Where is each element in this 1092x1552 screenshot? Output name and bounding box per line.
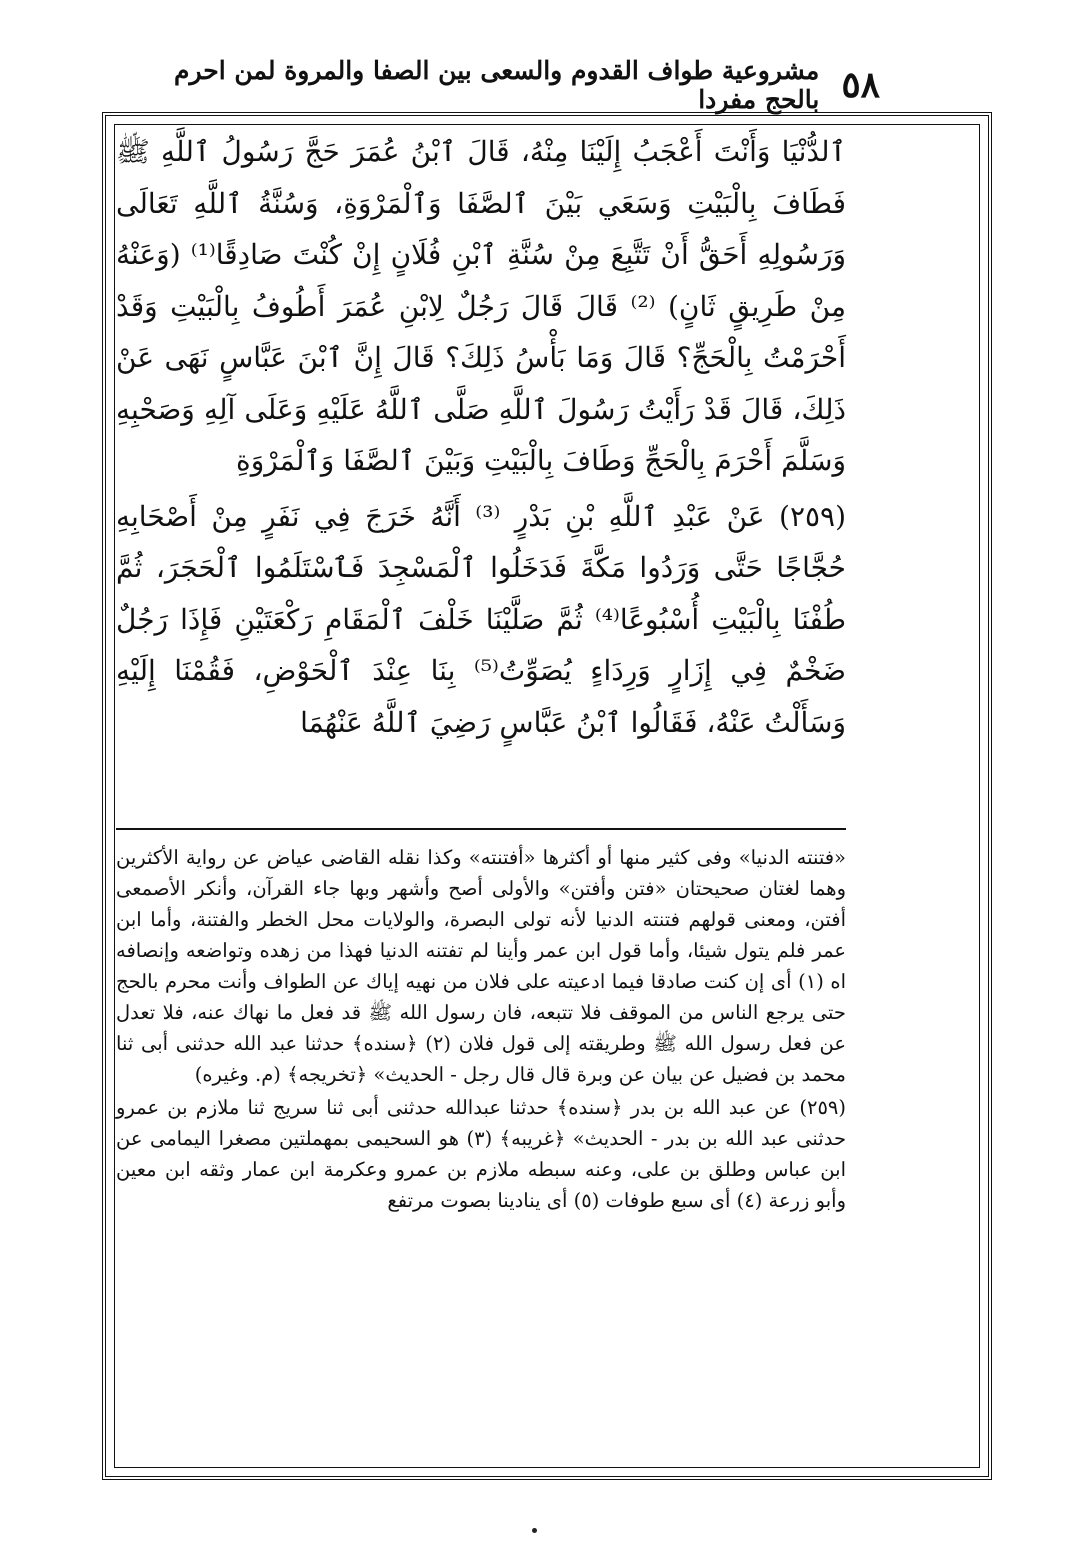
bottom-dot-mark <box>532 1528 537 1533</box>
footnotes-hadith-259: (٢٥٩) عن عبد الله بن بدر ﴿سنده﴾ حدثنا عبدالله حدثنى أبى ثنا سريج ثنا ملازم بن عمرو حدثنى عبد الله بن بدر - الحديث» ﴿غريبه﴾ (٣) هو السحيمى بمهملتين مصغرا اليمامى عن ابن عباس وطلق بن على، وعنه سبطه ملازم بن عمرو وعكرمة ابن عمار وثقه ابن معين وأبو زرعة (٤) أى سبع طوفات (٥) أى ينادينا بصوت مرتفع <box>116 1096 846 1212</box>
hadith-text-continued: ٱلدُّنْيَا وَأَنْتَ أَعْجَبُ إِلَيْنَا مِنْهُ، قَالَ ٱبْنُ عُمَرَ حَجَّ رَسُولُ ٱللَّهِ ﷺ فَطَافَ بِالْبَيْتِ وَسَعَي بَيْنَ ٱلصَّفَا وَٱلْمَرْوَةِ، وَسُنَّةُ ٱللَّهِ تَعَالَى وَرَسُولِهِ أَحَقُّ أَنْ تَتَّبِعَ مِنْ سُنَّةِ ٱبْنِ فُلَانٍ إِنْ كُنْتَ صَادِقًا⁽¹⁾ (وَعَنْهُ مِنْ طَرِيقٍ ثَانٍ) ⁽²⁾ قَالَ قَالَ رَجُلٌ لِابْنِ عُمَرَ أَطُوفُ بِالْبَيْتِ وَقَدْ أَحْرَمْتُ بِالْحَجِّ؟ قَالَ وَمَا بَأْسُ ذَلِكَ؟ قَالَ إِنَّ ٱبْنَ عَبَّاسٍ نَهَى عَنْ ذَلِكَ، قَالَ قَدْ رَأَيْتُ رَسُولَ ٱللَّهِ صَلَّى ٱللَّهُ عَلَيْهِ وَعَلَى آلِهِ وَصَحْبِهِ وَسَلَّمَ أَحْرَمَ بِالْحَجِّ وَطَافَ بِالْبَيْتِ وَبَيْنَ ٱلصَّفَا وَٱلْمَرْوَةِ <box>116 135 846 477</box>
running-head <box>130 56 880 114</box>
footnote-separator <box>116 828 846 830</box>
footnotes <box>116 842 846 1216</box>
main-text <box>116 126 846 748</box>
hadith-259-text: (٢٥٩) عَنْ عَبْدِ ٱللَّهِ بْنِ بَدْرٍ ⁽³⁾ أَنَّهُ خَرَجَ فِي نَفَرٍ مِنْ أَصْحَابِهِ حُجَّاجًا حَتَّى وَرَدُوا مَكَّةَ فَدَخَلُوا ٱلْمَسْجِدَ فَٱسْتَلَمُوا ٱلْحَجَرَ، ثُمَّ طُفْنَا بِالْبَيْتِ أُسْبُوعًا⁽⁴⁾ ثُمَّ صَلَّيْنَا خَلْفَ ٱلْمَقَامِ رَكْعَتَيْنِ فَإِذَا رَجُلٌ ضَخْمٌ فِي إِزَارٍ وَرِدَاءٍ يُصَوِّتُ⁽⁵⁾ بِنَا عِنْدَ ٱلْحَوْضِ، فَقُمْنَا إِلَيْهِ وَسَأَلْتُ عَنْهُ، فَقَالُوا ٱبْنُ عَبَّاسٍ رَضِيَ ٱللَّهُ عَنْهُمَا <box>116 499 847 739</box>
page-number: ٥٨ <box>841 64 880 106</box>
running-title: مشروعية طواف القدوم والسعى بين الصفا والمروة لمن احرم بالحج مفردا <box>174 56 820 114</box>
footnotes-commentary: «فتنته الدنيا» وفى كثير منها أو أكثرها «أفتنته» وكذا نقله القاضى عياض عن رواية الأكثرين وهما لغتان صحيحتان «فتن وأفتن» والأولى أصح وأشهر وبها جاء القرآن، وأنكر الأصمعى أفتن، ومعنى قولهم فتنته الدنيا لأنه تولى البصرة، والولايات محل الخطر والفتنة، وأما ابن عمر فلم يتول شيئا، وأما قول ابن عمر وأينا لم تفتنه الدنيا فهذا من زهده وتواضعه وإنصافه اه (١) أى إن كنت صادقا فيما ادعيته على فلان من نهيه إياك عن الطواف وأنت محرم بالحج حتى يرجع الناس من الموقف فلا تتبعه، فان رسول الله ﷺ قد فعل ما نهاك عنه، فلا تعدل عن فعل رسول الله ﷺ وطريقته إلى قول فلان (٢) ﴿سنده﴾ حدثنا عبد الله حدثنى أبى ثنا محمد بن فضيل عن بيان عن وبرة قال قال رجل - الحديث» ﴿تخريجه﴾ (م. وغيره) <box>116 846 846 1086</box>
